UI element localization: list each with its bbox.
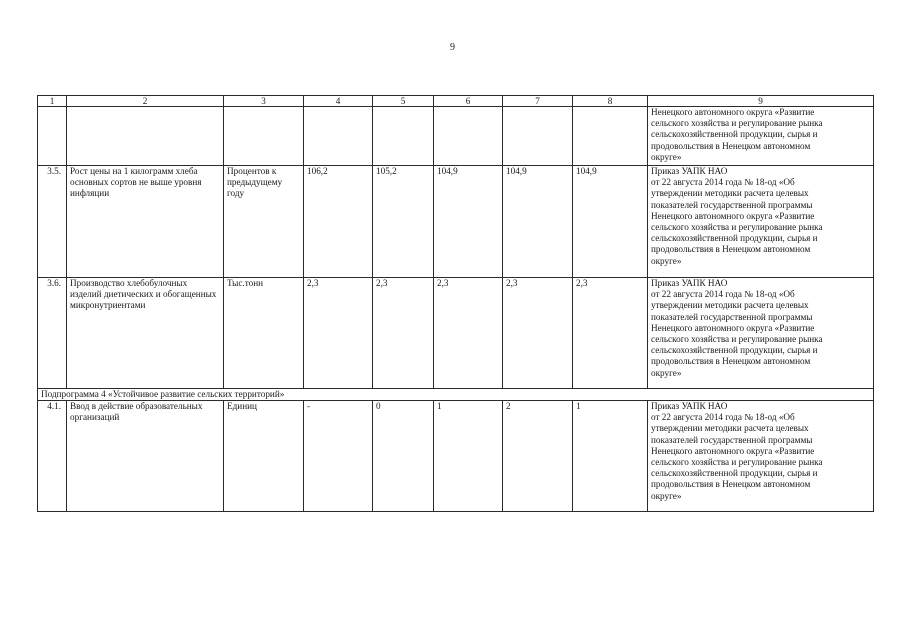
header-cell: 2 [67,96,224,107]
table-cell [67,107,224,166]
page-number: 9 [450,42,455,53]
header-cell: 1 [38,96,67,107]
value-cell: 104,9 [434,166,503,278]
table-row [38,166,874,278]
table-row [38,401,874,512]
unit-cell: Единиц [224,401,304,512]
table-cell [304,107,373,166]
value-cell: 2,3 [503,278,573,389]
value-cell: 2,3 [434,278,503,389]
table-cell [38,107,67,166]
unit-cell: Тыс.тонн [224,278,304,389]
source-cell: Приказ УАПК НАО от 22 августа 2014 года № 18-од «Об утверждении методики расчета целевых показателей государственной программы Ненецкого автономного округа «Развитие сельского хозяйства и регулирование рынка сельскохозяйственной продукции, сырья и продовольствия в Ненецком автономном округе» [648,278,874,389]
value-cell: - [304,401,373,512]
table-cell [373,107,434,166]
row-number: 4.1. [38,401,67,512]
value-cell: 1 [573,401,648,512]
subprogram-title: Подпрограмма 4 «Устойчивое развитие сельских территорий» [38,389,874,401]
subprogram-row [38,389,874,401]
header-cell: 5 [373,96,434,107]
value-cell: 2,3 [304,278,373,389]
table-cell [573,107,648,166]
table-row-continuation [38,107,874,166]
indicator-name: Рост цены на 1 килограмм хлеба основных сортов не выше уровня инфляции [67,166,224,278]
indicator-name: Ввод в действие образовательных организаций [67,401,224,512]
value-cell: 1 [434,401,503,512]
row-number: 3.5. [38,166,67,278]
source-cell: Приказ УАПК НАО от 22 августа 2014 года № 18-од «Об утверждении методики расчета целевых показателей государственной программы Ненецкого автономного округа «Развитие сельского хозяйства и регулирование рынка сельскохозяйственной продукции, сырья и продовольствия в Ненецком автономном округе» [648,401,874,512]
table-cell [224,107,304,166]
row-number: 3.6. [38,278,67,389]
header-cell: 9 [648,96,874,107]
value-cell: 0 [373,401,434,512]
value-cell: 106,2 [304,166,373,278]
value-cell: 105,2 [373,166,434,278]
unit-cell: Процентов к предыдущему году [224,166,304,278]
value-cell: 104,9 [503,166,573,278]
header-cell: 8 [573,96,648,107]
source-cell: Ненецкого автономного округа «Развитие сельского хозяйства и регулирование рынка сельскохозяйственной продукции, сырья и продовольствия в Ненецком автономном округе» [648,107,874,166]
value-cell: 104,9 [573,166,648,278]
value-cell: 2 [503,401,573,512]
indicator-name: Производство хлебобулочных изделий диетических и обогащенных микронутриентами [67,278,224,389]
value-cell: 2,3 [373,278,434,389]
source-cell: Приказ УАПК НАО от 22 августа 2014 года № 18-од «Об утверждении методики расчета целевых показателей государственной программы Ненецкого автономного округа «Развитие сельского хозяйства и регулирование рынка сельскохозяйственной продукции, сырья и продовольствия в Ненецком автономном округе» [648,166,874,278]
table-cell [434,107,503,166]
table-cell [503,107,573,166]
header-cell: 3 [224,96,304,107]
indicators-table [37,95,874,512]
table-header-row [38,96,874,107]
header-cell: 6 [434,96,503,107]
value-cell: 2,3 [573,278,648,389]
header-cell: 7 [503,96,573,107]
header-cell: 4 [304,96,373,107]
table-row [38,278,874,389]
